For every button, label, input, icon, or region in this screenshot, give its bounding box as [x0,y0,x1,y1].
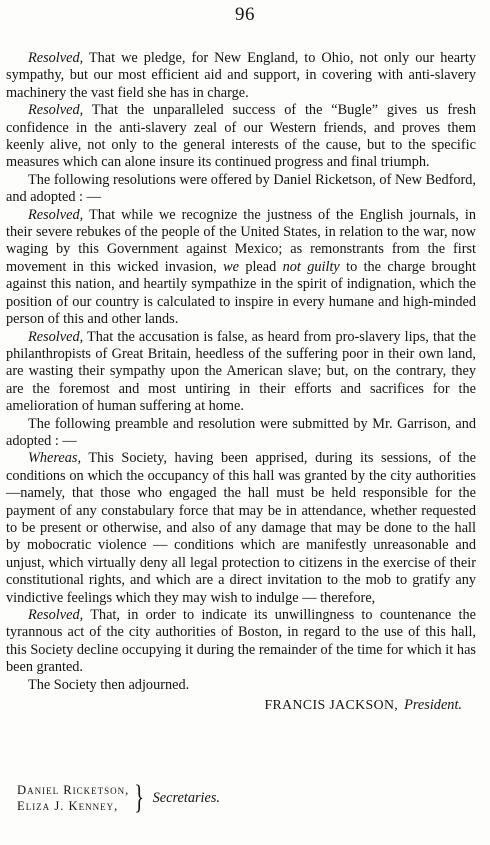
paragraph-1 [6,50,476,102]
resolved-lead: Resolved, [28,607,84,623]
resolved-lead: Resolved, [28,328,84,345]
paragraph-text: The Society then adjourned. [28,676,190,693]
resolved-lead: Resolved, [28,206,84,223]
secretaries-block [17,779,220,816]
emphasis-we: we [223,258,239,275]
paragraph-text: That we pledge, for New England, to Ohio, not only our hearty sympathy, but our most efficient aid and support, in covering with anti-slavery machinery the vast field she has in charge. [6,50,476,101]
resolved-lead: Resolved, [28,102,84,119]
secretary-name: Daniel Ricketson, [17,783,130,797]
paragraph-text: plead [238,258,283,275]
paragraph-7 [6,450,476,607]
body-text [6,50,476,714]
paragraph-9 [6,677,476,694]
president-name: FRANCIS JACKSON, [264,697,399,713]
secretary-names [17,782,129,814]
paragraph-text: to the charge brought against this nation, and heartily sympathize in the spirit of indignation, which the position of our country is calculated to inspire in every humane and high-minded person of this and other lands. [6,258,477,328]
emphasis-not-guilty: not guilty [282,258,340,275]
paragraph-5 [6,329,476,416]
paragraph-4 [6,207,476,329]
paragraph-3 [6,172,476,207]
paragraph-text: The following preamble and resolution were submitted by Mr. Garrison, and adopted : — [6,415,476,449]
page-number: 96 [235,4,255,25]
resolved-lead: Resolved, [28,50,84,66]
paragraph-8 [6,607,476,677]
president-signature [6,696,476,714]
paragraph-6 [6,416,476,451]
curly-brace: } [134,779,145,816]
paragraph-text: This Society, having been apprised, during its sessions, of the conditions on which the occupancy of this hall was granted by the city authorities—namely, that those who engaged the hall must be held responsible for the payment of any constabulary force that may be in attendance, whether requested to be present or otherwise, and also of any damage that may be done to the hall by mobocratic violence — conditions which are manifestly unreasonable and unjust, which virtually deny all legal protection to citizens in the exercise of their constitutional rights, and which are a direct invitation to the mob to gratify any vindictive feelings which they may wish to indulge — therefore, [6,450,476,606]
paragraph-text: That, in order to indicate its unwillingness to countenance the tyrannous act of the city authorities of Boston, in regard to the use of this hall, this Society decline occupying it during the remainder of the time for which it has been granted. [6,607,476,676]
paragraph-text: That the unparalleled success of the “Bugle” gives us fresh confidence in the anti-slavery zeal of our Western friends, and proves them keenly alive, not only to the general interests of the cause, but to the specific measures which can alone insure its continued progress and final triumph. [6,102,476,171]
paragraph-text: That while we recognize the justness of the English journals, in their severe rebukes of the people of the United States, in relation to the war, now waging by this Government against Mexico; as remonstrants from the first movement in this wicked invasion, [6,206,476,275]
paragraph-text: That the accusation is false, as heard from pro-slavery lips, that the philanthropists of Great Britain, heedless of the suffering poor in their own land, are wasting their sympathy upon the American slave; but, on the contrary, they are the foremost and most untiring in their efforts and sacrifices for the amelioration of human suffering at home. [6,328,476,415]
president-title: President. [404,697,462,714]
secretary-name: Eliza J. Kenney, [17,799,119,813]
paragraph-text: The following resolutions were offered by Daniel Ricketson, of New Bedford, and adopted : — [6,171,476,206]
whereas-lead: Whereas, [28,450,82,467]
paragraph-2 [6,102,476,172]
secretaries-label: Secretaries. [152,789,220,806]
